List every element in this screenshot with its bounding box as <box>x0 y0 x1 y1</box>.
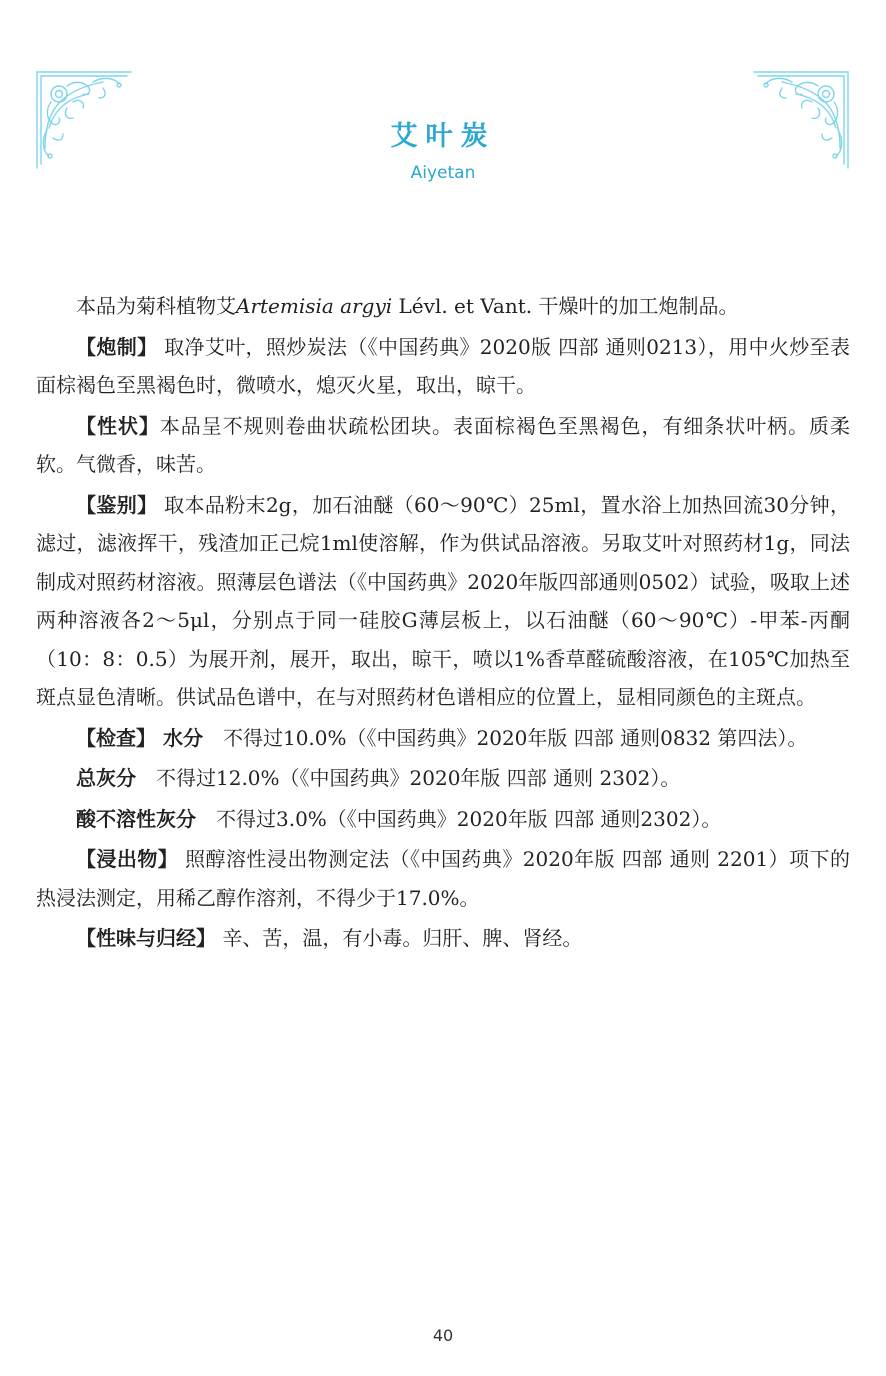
acid-insoluble-ash-text: 不得过3.0%（《中国药典》2020年版 四部 通则2302）。 <box>196 806 722 831</box>
extract-paragraph <box>36 840 850 917</box>
processing-paragraph <box>36 328 850 405</box>
extract-text: 照醇溶性浸出物测定法（《中国药典》2020年版 四部 通则 2201）项下的热浸法测定，用稀乙醇作溶剂，不得少于17.0%。 <box>36 847 850 910</box>
moisture-subheading: 水分 <box>156 725 203 750</box>
nature-meridian-paragraph <box>36 919 850 958</box>
inspection-heading: 【检查】 <box>76 725 156 750</box>
page-number: 40 <box>432 1326 454 1345</box>
inspection-paragraph <box>36 719 850 758</box>
intro-paragraph <box>36 287 850 326</box>
identification-heading: 【鉴别】 <box>76 492 158 517</box>
processing-text: 取净艾叶，照炒炭法（《中国药典》2020版 四部 通则0213），用中火炒至表面棕褐色至黑褐色时，微喷水，熄灭火星，取出，晾干。 <box>36 334 850 397</box>
nature-meridian-heading: 【性味与归经】 <box>76 926 216 950</box>
monograph-body <box>36 287 850 960</box>
description-text: 本品呈不规则卷曲状疏松团块。表面棕褐色至黑褐色，有细条状叶柄。质柔软。气微香，味苦。 <box>36 413 851 476</box>
total-ash-text: 不得过12.0%（《中国药典》2020年版 四部 通则 2302）。 <box>136 766 681 790</box>
description-heading: 【性状】 <box>76 413 160 438</box>
description-paragraph <box>36 407 850 484</box>
intro-text-before: 本品为菊科植物艾 <box>76 294 236 318</box>
nature-meridian-text: 辛、苦，温，有小毒。归肝、脾、肾经。 <box>216 926 583 950</box>
total-ash-paragraph <box>36 759 850 798</box>
page-subtitle-pinyin: Aiyetan <box>410 163 476 183</box>
extract-heading: 【浸出物】 <box>76 847 179 871</box>
intro-text-after: Lévl. et Vant. 干燥叶的加工炮制品。 <box>392 294 739 318</box>
page-title: 艾叶炭 <box>390 121 496 152</box>
identification-paragraph <box>36 486 850 717</box>
latin-binomial: Artemisia argyi <box>236 294 393 318</box>
acid-insoluble-ash-heading: 酸不溶性灰分 <box>76 806 196 831</box>
identification-text: 取本品粉末2g，加石油醚（60～90℃）25ml，置水浴上加热回流30分钟，滤过，滤液挥干，残渣加正己烷1ml使溶解，作为供试品溶液。另取艾叶对照药材1g，同法制成对照药材溶液。照薄层色谱法（《中国药典》2020年版四部通则0502）试验，吸取上述两种溶液各2～5μl，分别点于同一硅胶G薄层板上，以石油醚（60～90℃）-甲苯-丙酮（10：8：0.5）为展开剂，展开，取出，晾干，喷以1%香草醛硫酸溶液，在105℃加热至斑点显色清晰。供试品色谱中，在与对照药材色谱相应的位置上，显相同颜色的主斑点。 <box>36 492 850 709</box>
total-ash-heading: 总灰分 <box>76 766 136 790</box>
acid-insoluble-ash-paragraph <box>36 800 850 839</box>
processing-heading: 【炮制】 <box>76 334 158 359</box>
moisture-text: 不得过10.0%（《中国药典》2020年版 四部 通则0832 第四法）。 <box>202 725 808 750</box>
